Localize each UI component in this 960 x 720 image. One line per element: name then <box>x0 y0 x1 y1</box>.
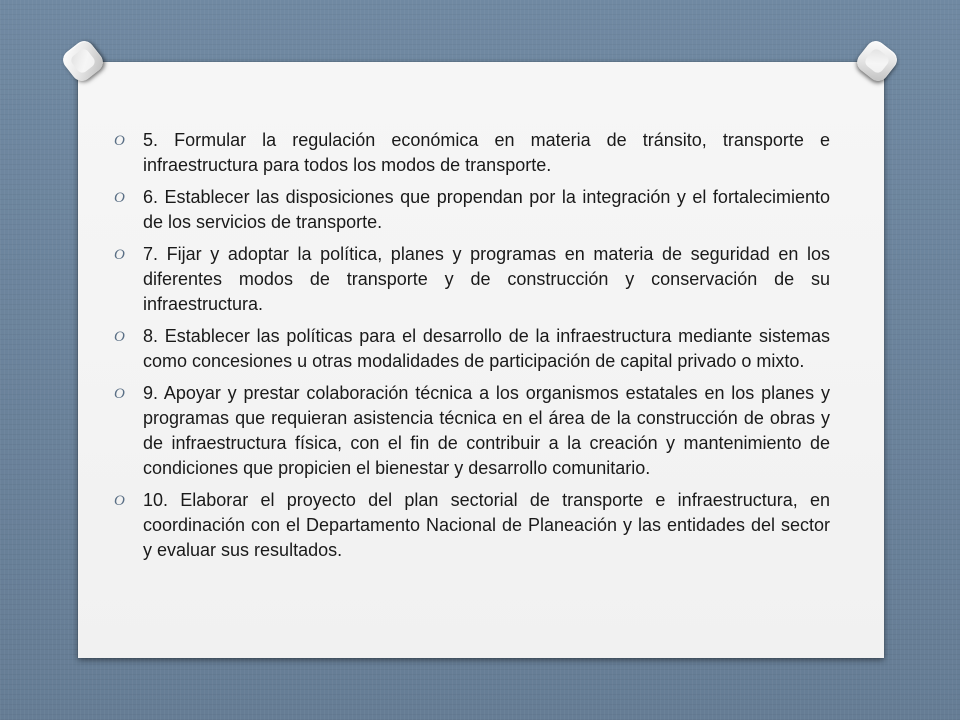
list-item <box>110 381 830 481</box>
bullet-icon: O <box>114 247 125 263</box>
list-item-text: 6. Establecer las disposiciones que propendan por la integración y el fortalecimiento de los servicios de transporte. <box>143 187 830 232</box>
bullet-icon: O <box>114 493 125 509</box>
list-item-text: 9. Apoyar y prestar colaboración técnica a los organismos estatales en los planes y programas que requieran asistencia técnica en el área de la construcción de obras y de infraestructura física, con el fin de contribuir a la creación y mantenimiento de condiciones que propicien el bienestar y desarrollo comunitario. <box>143 383 830 478</box>
list-item <box>110 324 830 374</box>
list-item-text: 8. Establecer las políticas para el desarrollo de la infraestructura mediante sistemas como concesiones u otras modalidades de participación de capital privado o mixto. <box>143 326 830 371</box>
bullet-icon: O <box>114 329 125 345</box>
list-item <box>110 185 830 235</box>
list-item-text: 10. Elaborar el proyecto del plan sectorial de transporte e infraestructura, en coordinación con el Departamento Nacional de Planeación y las entidades del sector y evaluar sus resultados. <box>143 490 830 560</box>
list-item-text: 5. Formular la regulación económica en materia de tránsito, transporte e infraestructura para todos los modos de transporte. <box>143 130 830 175</box>
bullet-icon: O <box>114 190 125 206</box>
bullet-icon: O <box>114 133 125 149</box>
list-item-text: 7. Fijar y adoptar la política, planes y programas en materia de seguridad en los diferentes modos de transporte y de construcción y conservación de su infraestructura. <box>143 244 830 314</box>
bullet-icon: O <box>114 386 125 402</box>
list-item <box>110 128 830 178</box>
list-item <box>110 488 830 563</box>
list-item <box>110 242 830 317</box>
bullet-list <box>110 128 830 570</box>
